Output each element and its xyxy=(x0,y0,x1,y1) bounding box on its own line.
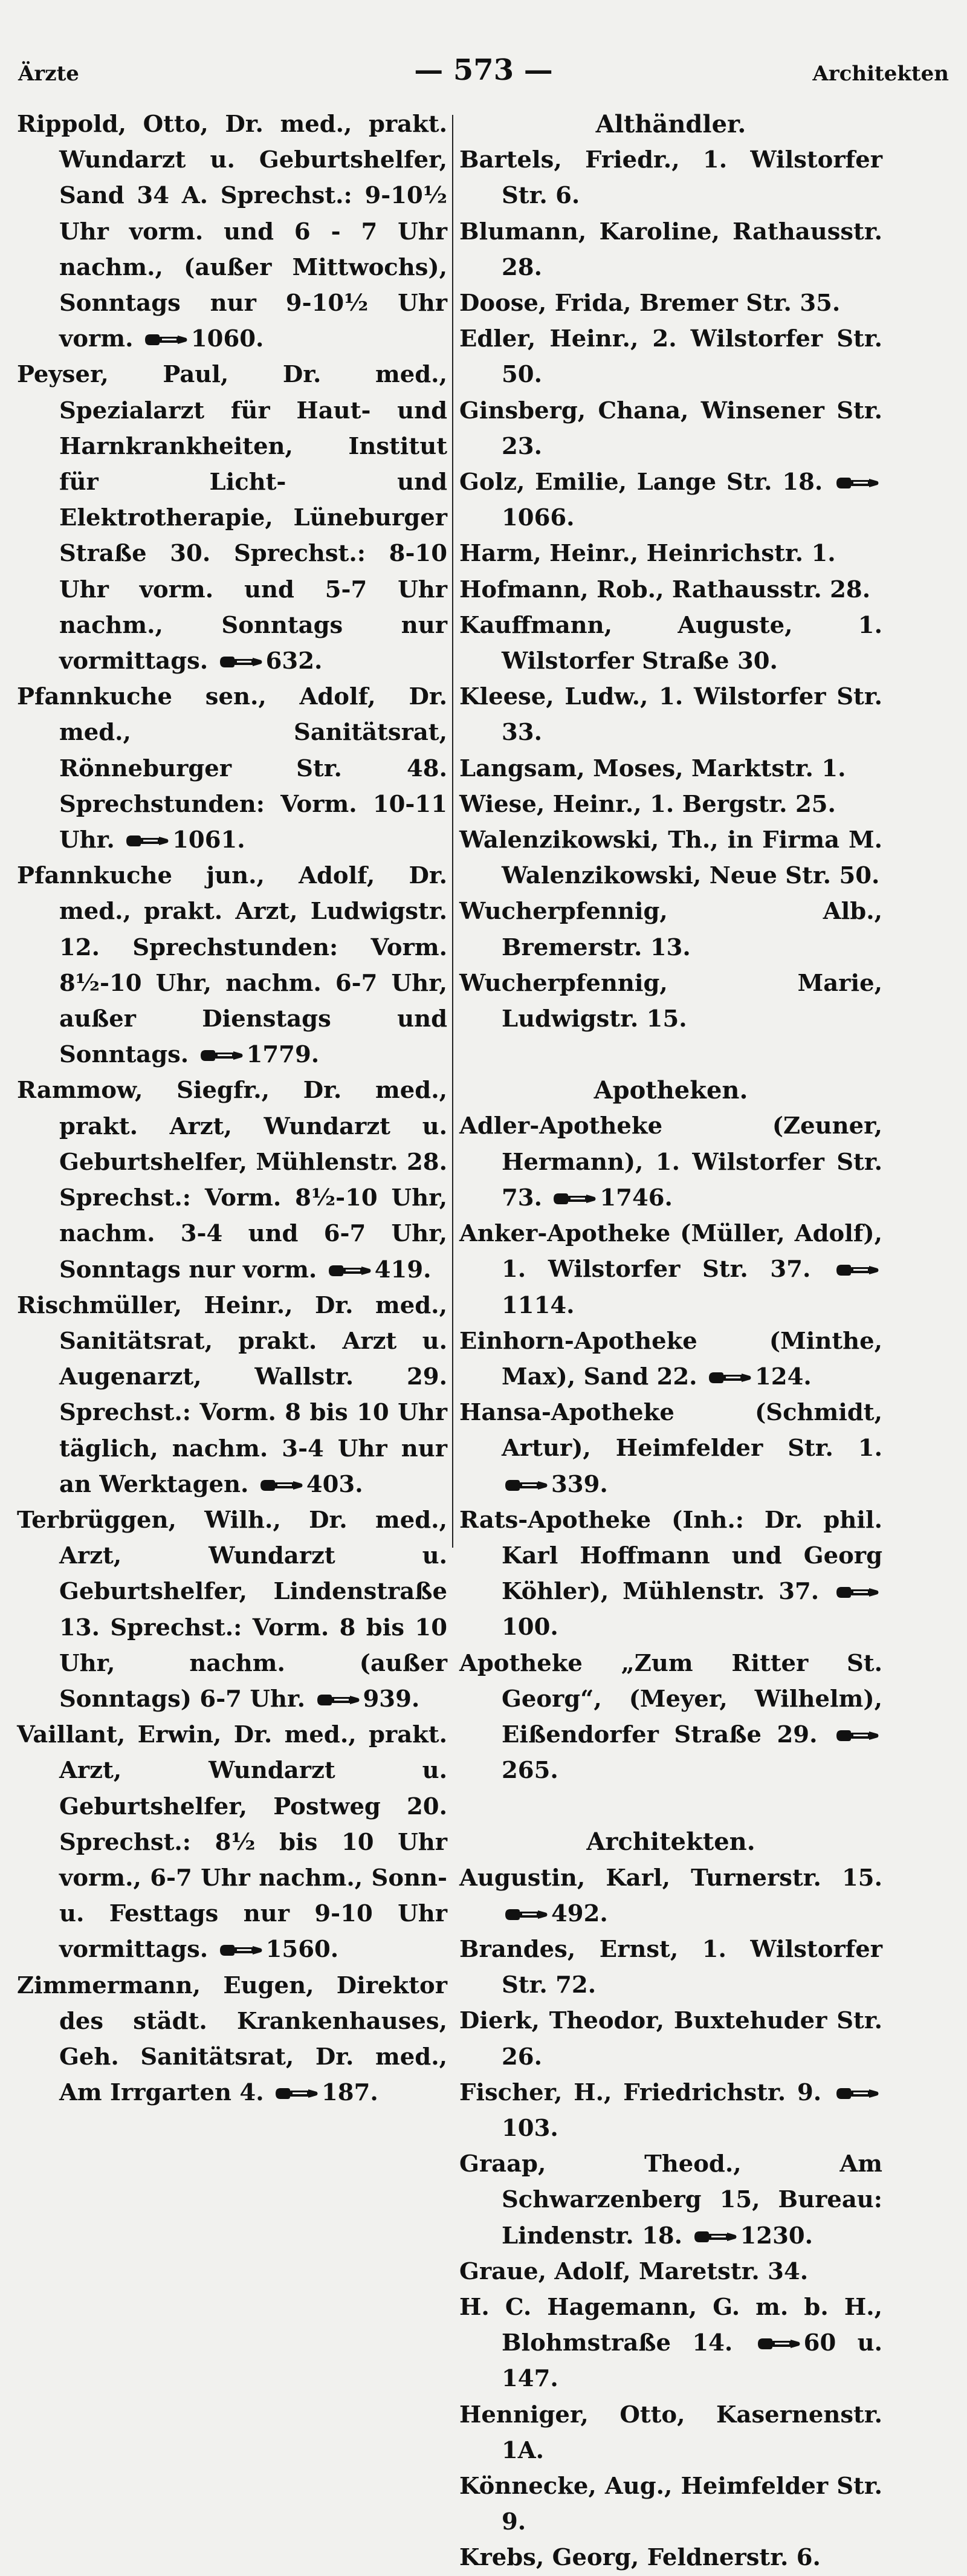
directory-entry xyxy=(17,1968,447,2111)
section-heading: Architekten. xyxy=(586,1828,755,1857)
directory-entry xyxy=(17,1717,447,1967)
entry-text: Graue, Adolf, Maretstr. 34. xyxy=(459,2257,809,2285)
telephone-hand-icon xyxy=(274,2086,319,2101)
entry-text: Rischmüller, Heinr., Dr. med., Sanitätsrat, prakt. Arzt u. Augenarzt, Wallstr. 29. Sprechst.: Vorm. 8 bis 10 Uhr täglich, nachm. 3-4 Uhr nur an Werktagen. xyxy=(17,1291,447,1498)
phone-number: 1560. xyxy=(265,1936,339,1964)
phone-number: 1779. xyxy=(246,1041,320,1069)
phone-number: 403. xyxy=(306,1470,363,1498)
phone-number: 1060. xyxy=(190,325,264,353)
directory-entry xyxy=(459,321,882,392)
telephone-hand-icon xyxy=(504,1478,549,1493)
phone-number: 124. xyxy=(755,1363,812,1390)
phone-number: 1746. xyxy=(600,1184,673,1212)
entry-text: Edler, Heinr., 2. Wilstorfer Str. 50. xyxy=(459,325,882,389)
entry-text: Peyser, Paul, Dr. med., Spezialarzt für Haut- und Harnkrankheiten, Institut für Licht- und Elektrotherapie, Lüneburger Straße 30. Sprechst.: 8-10 Uhr vorm. und 5-7 Uhr nachm., Sonntags nur vormittags. xyxy=(17,361,447,675)
entry-text: Kleese, Ludw., 1. Wilstorfer Str. 33. xyxy=(459,683,882,747)
telephone-hand-icon xyxy=(835,1262,880,1278)
directory-entry xyxy=(459,1502,882,1646)
directory-entry xyxy=(459,2146,882,2254)
phone-number: 339. xyxy=(551,1470,608,1498)
directory-entry xyxy=(459,1395,882,1502)
directory-entry xyxy=(459,1108,882,1216)
entry-text: Henniger, Otto, Kasernenstr. 1A. xyxy=(459,2401,882,2464)
page-header xyxy=(18,53,949,96)
page-number: — 573 — xyxy=(414,53,553,87)
directory-entry xyxy=(459,2075,882,2146)
directory-entry xyxy=(459,393,882,464)
directory-entry xyxy=(459,2468,882,2540)
directory-entry xyxy=(459,2003,882,2074)
directory-entry xyxy=(459,572,882,608)
telephone-hand-icon xyxy=(328,1263,372,1279)
phone-number: 187. xyxy=(322,2079,378,2107)
directory-entry xyxy=(459,1932,882,2003)
entry-text: Ginsberg, Chana, Winsener Str. 23. xyxy=(459,397,882,460)
directory-entry xyxy=(459,751,882,787)
telephone-hand-icon xyxy=(259,1478,304,1493)
phone-number: 100. xyxy=(502,1614,558,1641)
telephone-hand-icon xyxy=(693,2229,738,2245)
directory-entry xyxy=(459,2397,882,2468)
telephone-hand-icon xyxy=(835,1728,880,1744)
telephone-hand-icon xyxy=(504,1907,549,1922)
phone-number: 419. xyxy=(374,1256,432,1283)
entry-text: Brandes, Ernst, 1. Wilstorfer Str. 72. xyxy=(459,1935,882,1999)
entry-text: Hansa-Apotheke (Schmidt, Artur), Heimfelder Str. 1. xyxy=(459,1399,882,1462)
entry-text: Fischer, H., Friedrichstr. 9. xyxy=(459,2078,822,2106)
phone-number: 1230. xyxy=(740,2222,813,2250)
phone-number: 265. xyxy=(502,1757,558,1785)
telephone-hand-icon xyxy=(708,1370,752,1386)
entry-text: Bartels, Friedr., 1. Wilstorfer Str. 6. xyxy=(459,146,882,210)
directory-entry xyxy=(459,1216,882,1323)
entry-text: Wiese, Heinr., 1. Bergstr. 25. xyxy=(459,790,836,818)
directory-entry xyxy=(459,2289,882,2397)
directory-entry xyxy=(17,1072,447,1287)
entry-text: Einhorn-Apotheke (Minthe, Max), Sand 22. xyxy=(459,1327,882,1390)
telephone-hand-icon xyxy=(552,1191,597,1207)
directory-entry xyxy=(459,2540,882,2575)
phone-number: 632. xyxy=(265,647,323,675)
column-divider xyxy=(452,115,453,1548)
entry-text: Pfannkuche sen., Adolf, Dr. med., Sanitätsrat, Rönneburger Str. 48. Sprechstunden: Vorm. 10-11 Uhr. xyxy=(17,683,447,854)
phone-number: 492. xyxy=(551,1900,608,1927)
directory-entry xyxy=(459,536,882,571)
entry-text: Dierk, Theodor, Buxtehuder Str. 26. xyxy=(459,2007,882,2071)
phone-number: 1066. xyxy=(502,504,575,532)
entry-text: Rippold, Otto, Dr. med., prakt. Wundarzt u. Geburtshelfer, Sand 34 A. Sprechst.: 9-10½ Uhr vorm. und 6 - 7 Uhr nachm., (außer Mittwochs), Sonntags nur 9-10½ Uhr vorm. xyxy=(17,111,447,353)
telephone-hand-icon xyxy=(835,475,880,491)
directory-entry xyxy=(459,464,882,536)
running-head-left: Ärzte xyxy=(18,62,79,86)
entry-text: Harm, Heinr., Heinrichstr. 1. xyxy=(459,540,836,568)
entry-text: Walenzikowski, Th., in Firma M. Walenzikowski, Neue Str. 50. xyxy=(459,826,882,890)
telephone-hand-icon xyxy=(757,2336,801,2352)
entry-text: Golz, Emilie, Lange Str. 18. xyxy=(459,469,823,496)
phone-number: 103. xyxy=(502,2114,558,2142)
entry-text: Blumann, Karoline, Rathausstr. 28. xyxy=(459,218,882,281)
phone-number: 60 u. 147. xyxy=(502,2329,882,2393)
directory-entry xyxy=(17,1288,447,1502)
directory-entry xyxy=(17,679,447,858)
entry-text: Kauffmann, Auguste, 1. Wilstorfer Straße 30. xyxy=(459,611,882,675)
directory-entry xyxy=(459,285,882,321)
directory-entry xyxy=(17,106,447,357)
directory-entry xyxy=(459,214,882,285)
directory-entry xyxy=(459,1860,882,1932)
telephone-hand-icon xyxy=(125,833,170,849)
directory-entry xyxy=(459,965,882,1037)
telephone-hand-icon xyxy=(219,654,264,670)
directory-entry xyxy=(17,357,447,679)
directory-entry xyxy=(459,894,882,965)
entry-text: Apotheke „Zum Ritter St. Georg“, (Meyer, Wilhelm), Eißendorfer Straße 29. xyxy=(459,1649,882,1748)
directory-entry xyxy=(459,679,882,750)
entry-text: Krebs, Georg, Feldnerstr. 6. xyxy=(459,2544,821,2572)
phone-number: 939. xyxy=(363,1685,420,1713)
entry-text: Hofmann, Rob., Rathausstr. 28. xyxy=(459,576,871,603)
phone-number: 1114. xyxy=(502,1291,575,1319)
entry-text: Vaillant, Erwin, Dr. med., prakt. Arzt, Wundarzt u. Geburtshelfer, Postweg 20. Sprechst.: 8½ bis 10 Uhr vorm., 6-7 Uhr nachm., Sonn- u. Festtags nur 9-10 Uhr vormittags. xyxy=(17,1721,447,1964)
entry-text: Terbrüggen, Wilh., Dr. med., Arzt, Wundarzt u. Geburtshelfer, Lindenstraße 13. Sprechst.: Vorm. 8 bis 10 Uhr, nachm. (außer Sonntags) 6-7 Uhr. xyxy=(17,1506,447,1713)
phone-number: 1061. xyxy=(172,826,245,854)
entry-text: Zimmermann, Eugen, Direktor des städt. Krankenhauses, Geh. Sanitätsrat, Dr. med., Am Irrgarten 4. xyxy=(17,1971,447,2107)
entry-text: Adler-Apotheke (Zeuner, Hermann), 1. Wilstorfer Str. 73. xyxy=(459,1112,882,1212)
telephone-hand-icon xyxy=(219,1942,264,1958)
entry-text: Graap, Theod., Am Schwarzenberg 15, Bureau: Lindenstr. 18. xyxy=(459,2150,882,2250)
right-column xyxy=(459,106,882,2576)
section-heading: Althändler. xyxy=(595,110,746,138)
entry-text: Langsam, Moses, Marktstr. 1. xyxy=(459,754,846,782)
section-gap xyxy=(459,1788,882,1824)
running-head-right: Architekten xyxy=(812,62,949,86)
entry-text: Augustin, Karl, Turnerstr. 15. xyxy=(459,1864,882,1892)
directory-entry xyxy=(459,822,882,894)
entry-text: Rammow, Siegfr., Dr. med., prakt. Arzt, Wundarzt u. Geburtshelfer, Mühlenstr. 28. Sprechst.: Vorm. 8½-10 Uhr, nachm. 3-4 und 6-7 Uhr, Sonntags nur vorm. xyxy=(17,1077,447,1283)
directory-entry xyxy=(459,142,882,213)
entry-text: Rats-Apotheke (Inh.: Dr. phil. Karl Hoffmann und Georg Köhler), Mühlenstr. 37. xyxy=(459,1506,882,1606)
telephone-hand-icon xyxy=(835,2086,880,2101)
entry-text: Pfannkuche jun., Adolf, Dr. med., prakt. Arzt, Ludwigstr. 12. Sprechstunden: Vorm. 8½-10 Uhr, nachm. 6-7 Uhr, außer Dienstags und Sonntags. xyxy=(17,862,447,1069)
entry-text: Wucherpfennig, Marie, Ludwigstr. 15. xyxy=(459,969,882,1033)
entry-text: Könnecke, Aug., Heimfelder Str. 9. xyxy=(459,2473,882,2536)
directory-entry xyxy=(459,2254,882,2289)
directory-entry xyxy=(17,1502,447,1717)
directory-entry xyxy=(17,858,447,1072)
directory-entry xyxy=(459,1646,882,1789)
entry-text: Wucherpfennig, Alb., Bremerstr. 13. xyxy=(459,898,882,961)
section-heading: Apotheken. xyxy=(593,1076,748,1105)
entry-text: Anker-Apotheke (Müller, Adolf), 1. Wilstorfer Str. 37. xyxy=(459,1220,882,1283)
section-gap xyxy=(459,1037,882,1072)
directory-entry xyxy=(459,1323,882,1395)
left-column xyxy=(17,106,447,2110)
entry-text: Doose, Frida, Bremer Str. 35. xyxy=(459,290,841,317)
telephone-hand-icon xyxy=(316,1692,361,1708)
entry-text: H. C. Hagemann, G. m. b. H., Blohmstraße 14. xyxy=(459,2293,882,2357)
telephone-hand-icon xyxy=(144,332,189,348)
telephone-hand-icon xyxy=(835,1585,880,1600)
telephone-hand-icon xyxy=(199,1048,244,1063)
directory-entry xyxy=(459,608,882,679)
directory-entry xyxy=(459,787,882,822)
